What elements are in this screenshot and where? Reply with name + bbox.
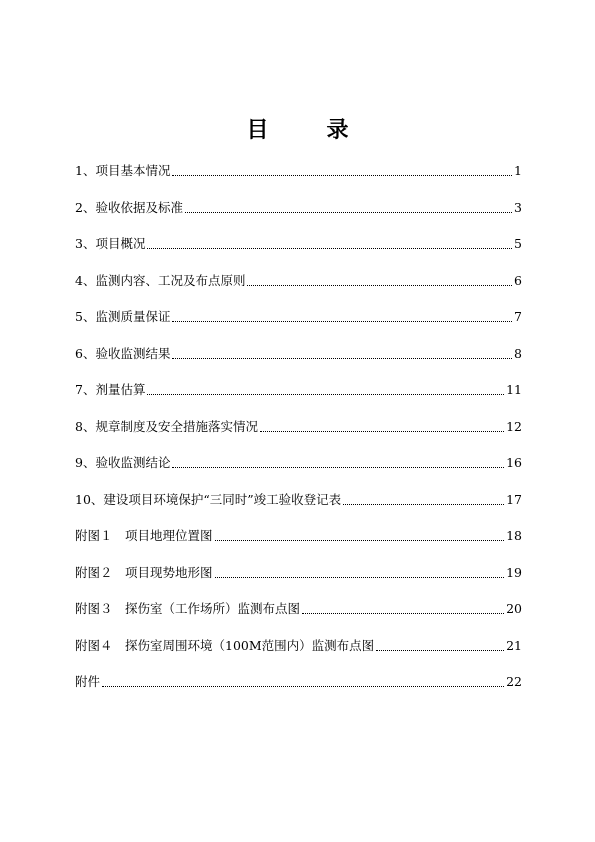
dot-leader bbox=[302, 612, 504, 614]
dot-leader bbox=[147, 393, 504, 395]
dot-leader bbox=[260, 430, 504, 432]
dot-leader bbox=[172, 320, 512, 322]
toc-entry-page: 21 bbox=[506, 637, 522, 653]
toc-entry-label: 2、验收依据及标准 bbox=[75, 199, 183, 215]
toc-entry[interactable] bbox=[75, 233, 522, 255]
toc-entry-page: 17 bbox=[506, 491, 522, 507]
toc-entry[interactable] bbox=[75, 197, 522, 219]
toc-entry-label: 附图３ 探伤室（工作场所）监测布点图 bbox=[75, 601, 301, 616]
toc-entry[interactable] bbox=[75, 562, 522, 584]
toc-entry[interactable] bbox=[75, 452, 522, 474]
toc-entry[interactable] bbox=[75, 635, 522, 657]
dot-leader bbox=[172, 357, 512, 359]
toc-entry-page: 22 bbox=[506, 674, 522, 689]
toc-entry-label: 3、项目概况 bbox=[75, 236, 146, 251]
toc-entry-page: 7 bbox=[514, 309, 522, 324]
dot-leader bbox=[172, 174, 512, 176]
toc-entry[interactable] bbox=[75, 270, 522, 292]
toc-entry-label: 附件 bbox=[75, 674, 101, 689]
toc-entry-page: 1 bbox=[514, 163, 522, 178]
toc-entry[interactable] bbox=[75, 416, 522, 438]
toc-entry-label: 8、规章制度及安全措施落实情况 bbox=[75, 418, 258, 434]
page-title: 目 录 bbox=[246, 117, 367, 143]
dot-leader bbox=[247, 284, 512, 286]
toc-entry-label: 5、监测质量保证 bbox=[75, 309, 171, 324]
toc-entry-page: 11 bbox=[506, 382, 522, 397]
toc-entry-page: 18 bbox=[506, 528, 522, 543]
toc-entry-page: 3 bbox=[514, 199, 522, 215]
toc-entry-label: 10、建设项目环境保护“三同时”竣工验收登记表 bbox=[75, 491, 342, 507]
toc-entry-label: 7、剂量估算 bbox=[75, 382, 146, 397]
toc-entry-label: 1、项目基本情况 bbox=[75, 163, 171, 178]
toc-entry-page: 6 bbox=[514, 272, 522, 288]
dot-leader bbox=[215, 539, 505, 541]
dot-leader bbox=[102, 685, 504, 687]
toc-entry[interactable] bbox=[75, 306, 522, 328]
toc-entry-label: 附图４ 探伤室周围环境（100M范围内）监测布点图 bbox=[75, 637, 375, 653]
toc-entry-page: 5 bbox=[514, 236, 522, 251]
toc-entry-page: 20 bbox=[506, 601, 522, 616]
toc-entry[interactable] bbox=[75, 379, 522, 401]
toc-entry[interactable] bbox=[75, 671, 522, 693]
dot-leader bbox=[147, 247, 512, 249]
toc-entry-page: 19 bbox=[506, 564, 522, 580]
toc-entry-label: 4、监测内容、工况及布点原则 bbox=[75, 272, 246, 288]
dot-leader bbox=[172, 466, 504, 468]
toc-entry[interactable] bbox=[75, 160, 522, 182]
dot-leader bbox=[185, 211, 512, 213]
toc-entry-page: 8 bbox=[514, 345, 522, 361]
toc-entry-label: 附图１ 项目地理位置图 bbox=[75, 528, 213, 543]
toc-entry-label: 9、验收监测结论 bbox=[75, 455, 171, 470]
toc-entry[interactable] bbox=[75, 598, 522, 620]
toc-entry[interactable] bbox=[75, 343, 522, 365]
toc-entry-page: 16 bbox=[506, 455, 522, 470]
toc-entry[interactable] bbox=[75, 489, 522, 511]
toc-entry-label: 6、验收监测结果 bbox=[75, 345, 171, 361]
toc-entry-label: 附图２ 项目现势地形图 bbox=[75, 564, 213, 580]
toc-entry[interactable] bbox=[75, 525, 522, 547]
dot-leader bbox=[376, 649, 504, 651]
dot-leader bbox=[343, 503, 504, 505]
dot-leader bbox=[215, 576, 505, 578]
toc-entry-page: 12 bbox=[506, 418, 522, 434]
